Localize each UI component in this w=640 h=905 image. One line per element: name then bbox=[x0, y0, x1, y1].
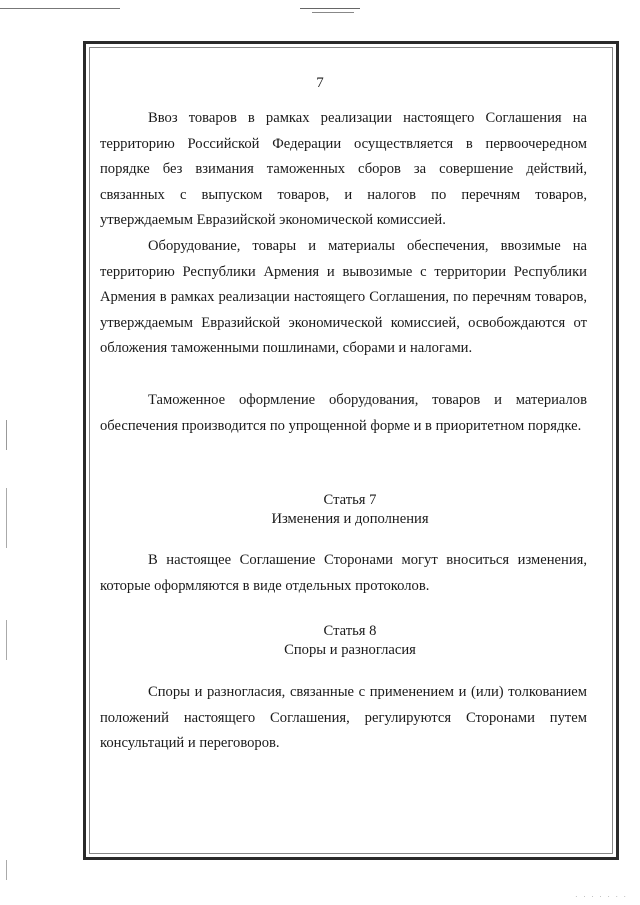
scan-artifact-line bbox=[312, 12, 354, 13]
scan-artifact-line bbox=[6, 860, 7, 880]
paragraph-amendments: В настоящее Соглашение Сторонами могут вноситься изменения, которые оформляются в виде отдельных протоколов. bbox=[100, 552, 587, 594]
paragraph-equipment-armenia: Оборудование, товары и материалы обеспечения, ввозимые на территорию Республики Армения и вывозимые с территории Республики Армения в рамках реализации настоящего Соглашения, по перечням товаров, утверждаемым Евразийской экономической комиссией, освобождаются от обложения таможенными пошлинами, сборами и налогами. bbox=[100, 238, 587, 357]
scan-artifact-line bbox=[0, 8, 120, 9]
article-7-title: Изменения и дополнения bbox=[271, 511, 429, 527]
paragraph-disputes: Споры и разногласия, связанные с применением и (или) толкованием положений настоящего Соглашения, регулируются Сторонами путем консультаций и переговоров. bbox=[100, 684, 587, 752]
scan-artifact-line bbox=[300, 8, 360, 9]
article-8-title: Споры и разногласия bbox=[284, 642, 416, 658]
scan-artifact-line bbox=[6, 420, 7, 450]
paragraph-import-russia: Ввоз товаров в рамках реализации настоящего Соглашения на территорию Российской Федерации осуществляется в первоочередном порядке без взимания таможенных сборов за совершение действий, связанных с выпуском товаров, и налогов по перечням товаров, утверждаемым Евразийской экономической комиссией. bbox=[100, 110, 587, 229]
article-8-number: Статья 8 bbox=[323, 623, 377, 639]
paragraph-customs-clearance: Таможенное оформление оборудования, товаров и материалов обеспечения производится по упрощенной форме и в приоритетном порядке. bbox=[100, 392, 587, 434]
scan-footer-artifact: · · · · · · · bbox=[575, 893, 628, 901]
article-7-number: Статья 7 bbox=[323, 492, 377, 508]
page-number: 7 bbox=[316, 75, 324, 91]
